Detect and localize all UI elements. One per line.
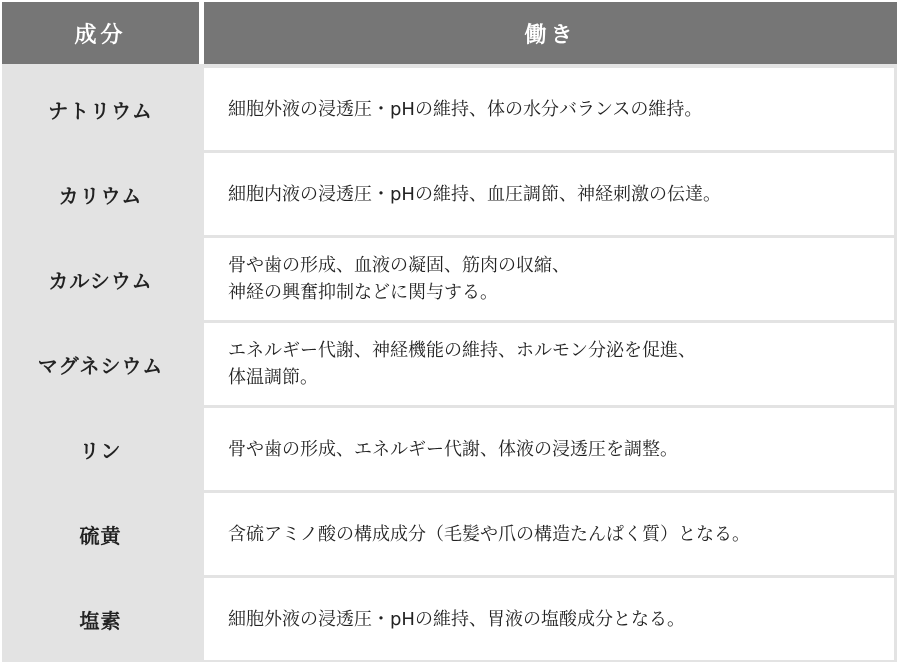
component-name: マグネシウム	[2, 323, 199, 405]
component-function	[204, 323, 894, 405]
component-function	[204, 68, 894, 150]
minerals-table	[2, 2, 897, 662]
table-row	[2, 68, 897, 150]
table-row	[2, 323, 897, 405]
function-line: 骨や歯の形成、血液の凝固、筋肉の収縮、	[228, 255, 570, 276]
function-line: 細胞内液の浸透圧・pHの維持、血圧調節、神経刺激の伝達。	[228, 183, 721, 205]
component-function	[204, 238, 894, 320]
function-line: 細胞外液の浸透圧・pHの維持、胃液の塩酸成分となる。	[228, 608, 685, 630]
component-name: 硫黄	[2, 493, 199, 575]
component-function	[204, 153, 894, 235]
component-function	[204, 578, 894, 660]
function-line: 神経の興奮抑制などに関与する。	[228, 282, 498, 303]
table-row	[2, 153, 897, 235]
table-row	[2, 578, 897, 660]
function-line: 細胞外液の浸透圧・pHの維持、体の水分バランスの維持。	[228, 98, 703, 120]
function-line: 体温調節。	[228, 367, 318, 388]
component-name: ナトリウム	[2, 68, 199, 150]
component-name: カリウム	[2, 153, 199, 235]
header-function: 働き	[204, 2, 897, 64]
table-header	[2, 2, 897, 64]
table-row	[2, 493, 897, 575]
component-name: リン	[2, 408, 199, 490]
header-component: 成分	[2, 2, 199, 64]
table-row	[2, 408, 897, 490]
function-line: エネルギー代謝、神経機能の維持、ホルモン分泌を促進、	[228, 340, 696, 361]
component-function	[204, 408, 894, 490]
component-function	[204, 493, 894, 575]
function-line: 骨や歯の形成、エネルギー代謝、体液の浸透圧を調整。	[228, 438, 678, 460]
table-row	[2, 238, 897, 320]
component-name: カルシウム	[2, 238, 199, 320]
component-name: 塩素	[2, 578, 199, 660]
function-line: 含硫アミノ酸の構成成分（毛髪や爪の構造たんぱく質）となる。	[228, 523, 750, 545]
